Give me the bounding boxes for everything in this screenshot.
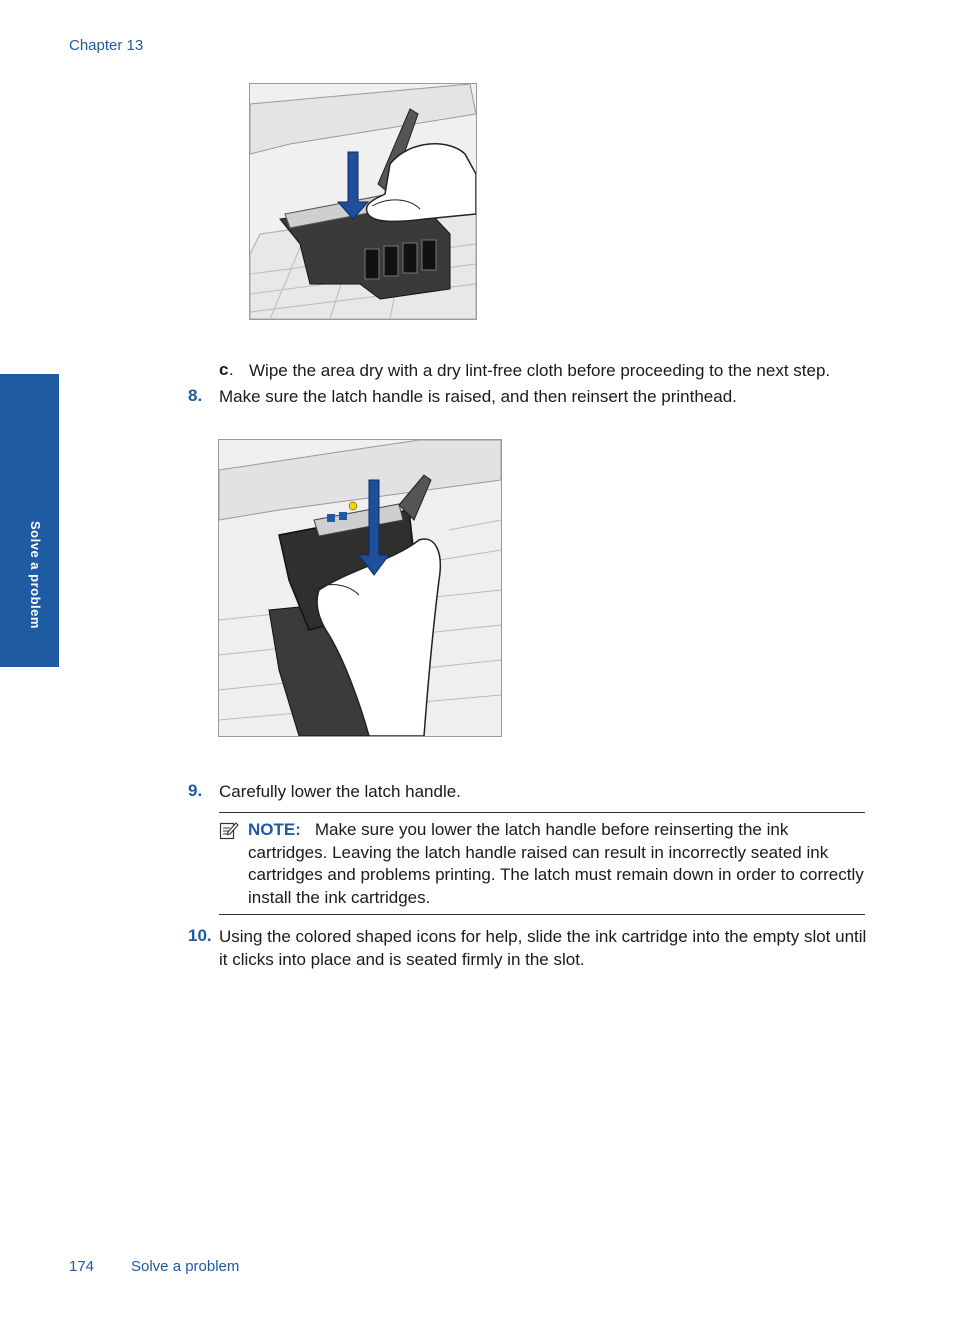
chapter-header: Chapter 13 — [69, 37, 144, 54]
step-10-number: 10. — [188, 926, 212, 945]
illustration-reinsert-printhead — [218, 439, 502, 737]
step-9-text: Carefully lower the latch handle. — [219, 782, 461, 801]
note-pencil-icon — [219, 820, 239, 840]
note-top-rule — [219, 812, 865, 813]
side-tab-label: Solve a problem — [28, 521, 43, 629]
step-10-text: Using the colored shaped icons for help, slide the ink cartridge into the empty slot until it clicks into place and is seated firmly in the slot. — [219, 927, 867, 969]
note-text: Make sure you lower the latch handle before reinserting the ink cartridges. Leaving the latch handle raised can result in incorrectly seated ink cartridges and problems printing. The latch must remain down in order to correctly install the ink cartridges. — [248, 820, 864, 907]
footer-section-title: Solve a problem — [131, 1258, 240, 1275]
illustration-wipe-area — [249, 83, 477, 320]
note-label: NOTE: — [248, 820, 301, 839]
step-9-number: 9. — [188, 781, 203, 800]
substep-c-text: Wipe the area dry with a dry lint-free cloth before proceeding to the next step. — [249, 361, 831, 380]
note-bottom-rule — [219, 914, 865, 915]
substep-letter: c — [219, 360, 229, 379]
note-body — [248, 819, 870, 909]
step-8-number: 8. — [188, 386, 203, 405]
substep-letter-dot: . — [229, 360, 234, 379]
page-number: 174 — [69, 1258, 95, 1275]
step-8-text: Make sure the latch handle is raised, and then reinsert the printhead. — [219, 387, 737, 406]
